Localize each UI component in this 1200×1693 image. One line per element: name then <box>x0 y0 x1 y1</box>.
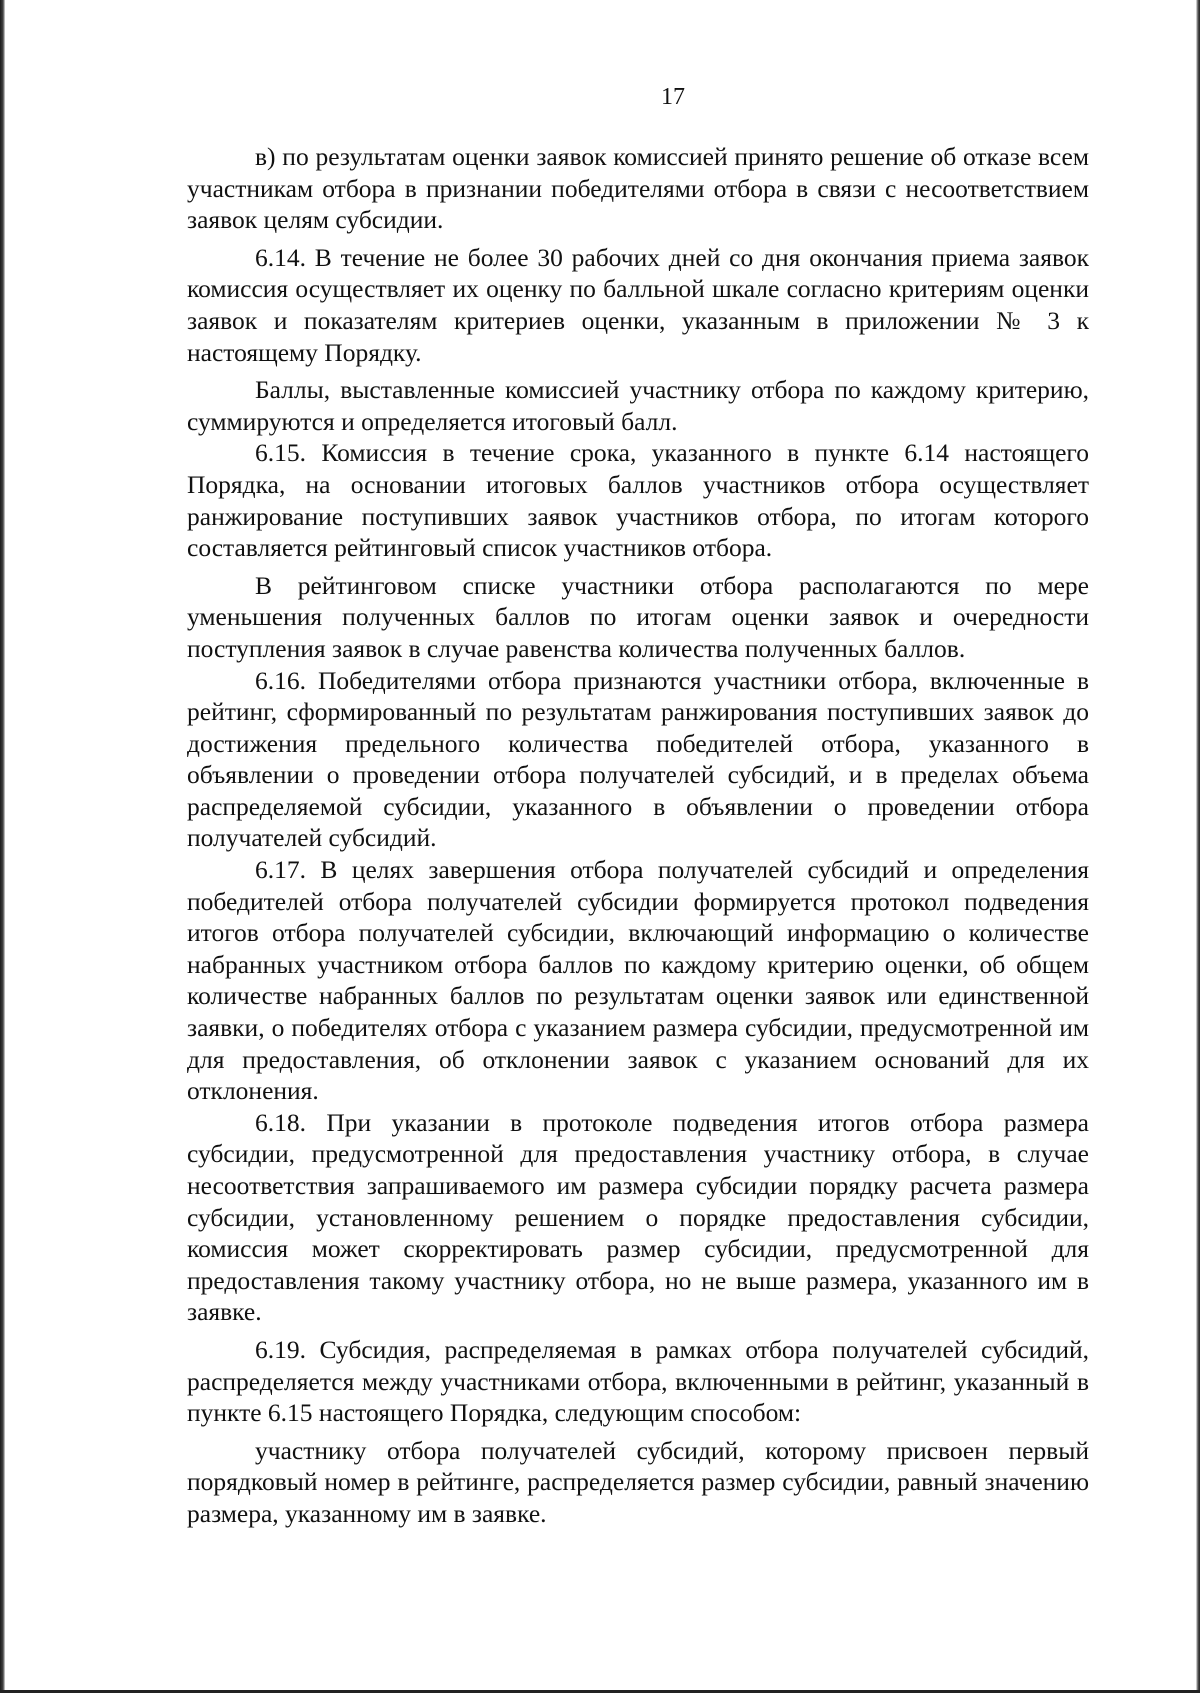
document-body <box>187 141 1089 1530</box>
scan-edge-left <box>0 0 5 1693</box>
paragraph-first-participant: участнику отбора получателей субсидий, которому присвоен первый порядковый номер в рейтинге, распределяется размер субсидии, равный значению размера, указанному им в заявке. <box>187 1435 1089 1528</box>
paragraph-scores: Баллы, выставленные комиссией участнику отбора по каждому критерию, суммируются и определяется итоговый балл. <box>187 375 1089 436</box>
page-number: 17 <box>661 84 685 110</box>
paragraph-6-18: 6.18. При указании в протоколе подведения итогов отбора размера субсидии, предусмотренной для предоставления участнику отбора, в случае несоответствия запрашиваемого им размера субсидии порядку расчета размера субсидии, установленному решением о порядке предоставления субсидии, комиссия может скорректировать размер субсидии, предусмотренной для предоставления такому участнику отбора, но не выше размера, указанного им в заявке. <box>187 1107 1089 1327</box>
scan-edge-right <box>1196 0 1200 1693</box>
paragraph-6-16: 6.16. Победителями отбора признаются участники отбора, включенные в рейтинг, сформированный по результатам ранжирования поступивших заявок до достижения предельного количества победителей отбора, указанного в объявлении о проведении отбора получателей субсидий, и в пределах объема распределяемой субсидии, указанного в объявлении о проведении отбора получателей субсидий. <box>187 665 1089 853</box>
paragraph-rating-list: В рейтинговом списке участники отбора располагаются по мере уменьшения полученных баллов по итогам оценки заявок и очередности поступления заявок в случае равенства количества полученных баллов. <box>187 570 1089 663</box>
paragraph-6-19: 6.19. Субсидия, распределяемая в рамках отбора получателей субсидий, распределяется между участниками отбора, включенными в рейтинг, указанный в пункте 6.15 настоящего Порядка, следующим способом: <box>187 1334 1089 1428</box>
paragraph-6-15: 6.15. Комиссия в течение срока, указанного в пункте 6.14 настоящего Порядка, на основании итоговых баллов участников отбора осуществляет ранжирование поступивших заявок участников отбора, по итогам которого составляется рейтинговый список участников отбора. <box>187 438 1089 563</box>
paragraph-6-17: 6.17. В целях завершения отбора получателей субсидий и определения победителей отбора получателей субсидии формируется протокол подведения итогов отбора получателей субсидии, включающий информацию о количестве набранных участником отбора баллов по каждому критерию оценки, об общем количестве набранных баллов по результатам оценки заявок или единственной заявки, о победителях отбора с указанием размера субсидии, предусмотренной им для предоставления, об отклонении заявок с указанием оснований для их отклонения. <box>187 855 1089 1106</box>
paragraph-v: в) по результатам оценки заявок комиссией принято решение об отказе всем участникам отбора в признании победителями отбора в связи с несоответствием заявок целям субсидии. <box>187 142 1089 235</box>
paragraph-6-14: 6.14. В течение не более 30 рабочих дней со дня окончания приема заявок комиссия осуществляет их оценку по балльной шкале согласно критериям оценки заявок и показателям критериев оценки, указанным в приложении № 3 к настоящему Порядку. <box>187 242 1089 367</box>
